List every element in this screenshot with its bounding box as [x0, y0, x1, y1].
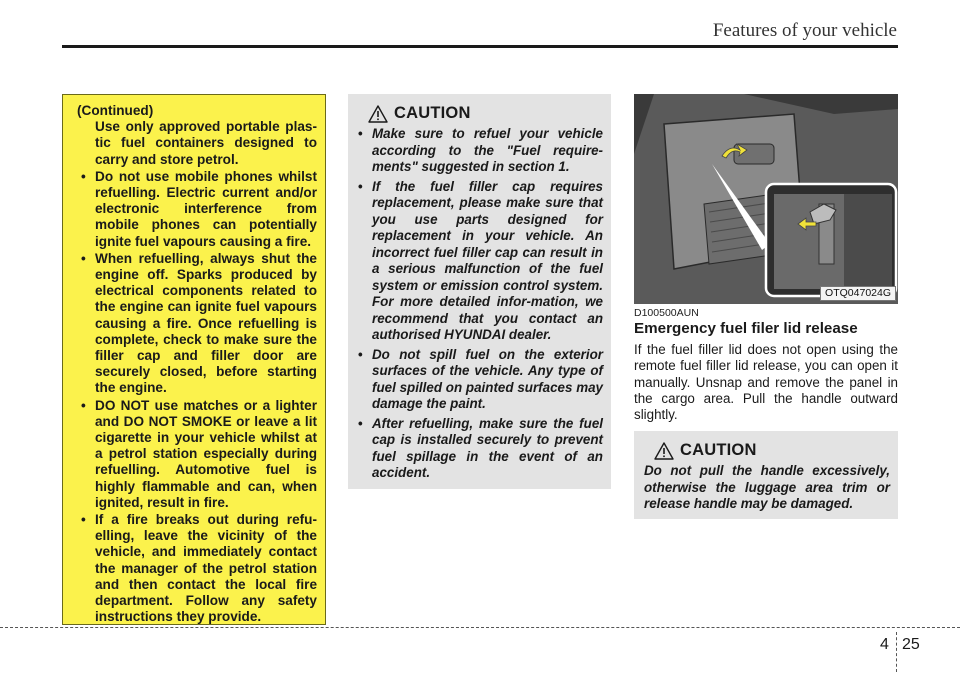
caution-box-fuel — [348, 94, 611, 489]
figure-caption: OTQ047024G — [820, 286, 896, 301]
footer-rule — [0, 627, 960, 628]
warning-triangle-icon — [368, 105, 388, 123]
page-number: 25 — [902, 636, 920, 653]
warning-bullet: • DO NOT use matches or a lighter and DO NOT SMOKE or leave a lit cigarette in your vehicle whilst at a petrol station especially during refuelling. Automotive fuel is highly flammable and can, when ignited, result in fire. — [71, 398, 317, 511]
caution-box-handle — [634, 431, 898, 519]
warning-bullet: • If a fire breaks out during refu-elling, leave the vicinity of the vehicle, and immediately contact the manager of the petrol station and then contact the local fire department. Follow any safety instructions they provide. — [71, 512, 317, 625]
caution-bullet: • Make sure to refuel your vehicle according to the "Fuel require-ments" suggested in section 1. — [356, 126, 603, 176]
warning-bullet: • Do not use mobile phones whilst refuelling. Electric current and/or electronic interference from mobile phones can potentially ignite fuel vapours causing a fire. — [71, 169, 317, 250]
warning-box — [62, 94, 326, 625]
caution-title: CAUTION — [394, 104, 471, 122]
caution-text: Do not pull the handle excessively, otherwise the luggage area trim or release handle may be damaged. — [644, 463, 890, 511]
section-reference-code: D100500AUN — [634, 307, 699, 319]
page-number-divider — [896, 632, 897, 672]
header-rule — [62, 45, 898, 48]
caution-bullet: • After refuelling, make sure the fuel cap is installed securely to prevent fuel spillage in the event of an accident. — [356, 416, 603, 482]
section-body-text: If the fuel filler lid does not open using the remote fuel filler lid release, you can open it manually. Unsnap and remove the panel in the cargo area. Pull the handle outward slightly. — [634, 342, 898, 423]
section-heading: Emergency fuel filer lid release — [634, 320, 858, 337]
warning-bullet-list — [71, 169, 317, 626]
warning-bullet: • When refuelling, always shut the engine off. Sparks produced by electrical components related to the engine can ignite fuel vapours causing a fire. Once refuelling is complete, check to make sure the filler cap and filler door are securely closed, before starting the engine. — [71, 251, 317, 397]
chapter-number: 4 — [880, 636, 889, 653]
caution-header — [368, 104, 603, 123]
caution-title: CAUTION — [680, 441, 757, 459]
page-header-title: Features of your vehicle — [712, 20, 897, 41]
cargo-panel-drawing — [634, 94, 898, 304]
warning-intro-text: Use only approved portable plas-tic fuel containers designed to carry and store petrol. — [95, 119, 317, 167]
caution-bullet: • Do not spill fuel on the exterior surfaces of the vehicle. Any type of fuel spilled on painted surfaces may damage the paint. — [356, 347, 603, 413]
warning-triangle-icon — [654, 442, 674, 460]
caution-bullet-list — [356, 126, 603, 482]
caution-bullet: • If the fuel filler cap requires replacement, please make sure that you use parts designed for replacement in your vehicle. An incorrect fuel filler cap can result in a serious malfunction of the fuel system or emission control system. For more detailed infor-mation, we recommend that you contact an authorised HYUNDAI dealer. — [356, 179, 603, 344]
caution-header — [654, 441, 890, 460]
warning-continued-label: (Continued) — [77, 103, 154, 118]
cargo-area-illustration — [634, 94, 898, 304]
